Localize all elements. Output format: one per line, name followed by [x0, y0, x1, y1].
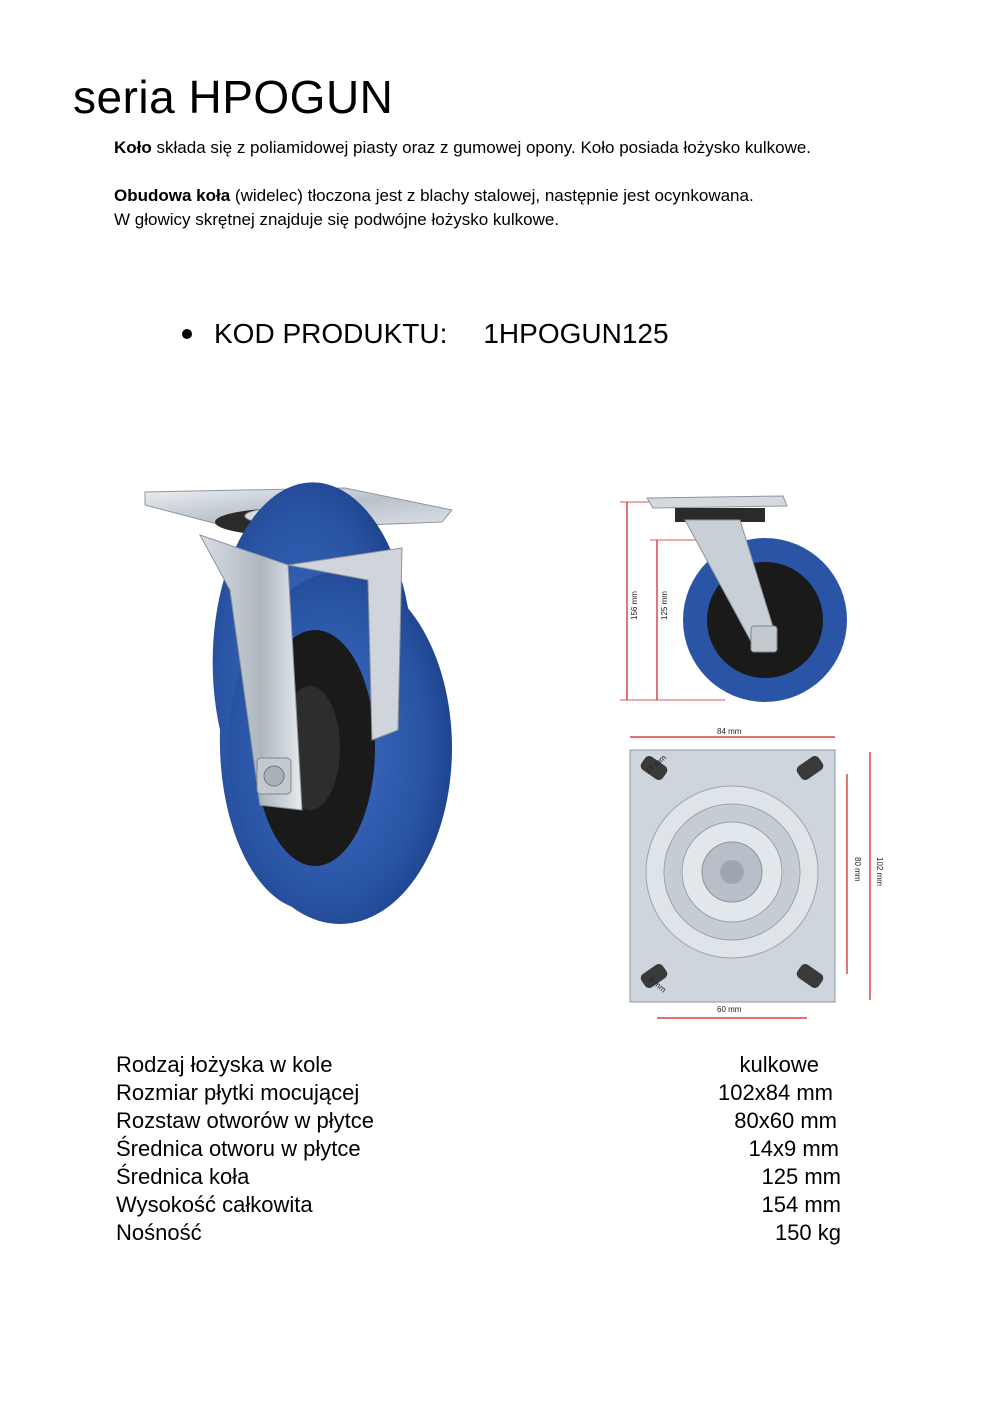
spec-value: 14x9 mm [748, 1136, 839, 1161]
spec-label: Wysokość całkowita [116, 1192, 313, 1217]
side-view-drawing [615, 490, 855, 705]
bullet-icon [182, 329, 192, 339]
spec-label: Rozstaw otworów w płytce [116, 1108, 374, 1133]
wheel-description-text: składa się z poliamidowej piasty oraz z gumowej opony. Koło posiada łożysko kulkowe. [151, 138, 812, 157]
plate-length-label: 102 mm [875, 857, 884, 886]
spec-row-load-capacity [116, 1220, 841, 1248]
total-height-label: 156 mm [630, 591, 639, 620]
spec-row-hole-diameter [116, 1136, 841, 1164]
hole-spacing-long-label: 80 mm [853, 857, 862, 882]
spec-value: 154 mm [761, 1192, 841, 1217]
spec-row-wheel-diameter [116, 1164, 841, 1192]
castor-photo [140, 480, 470, 950]
spec-row-hole-spacing [116, 1108, 841, 1136]
spec-value: 102x84 mm [718, 1080, 833, 1105]
wheel-description-bold: Koło [114, 138, 152, 157]
spec-label: Średnica koła [116, 1164, 250, 1189]
hole-long-label: 14 mm [643, 752, 669, 776]
plate-width-label: 84 mm [717, 727, 742, 736]
wheel-description [114, 136, 811, 160]
product-code-value: 1HPOGUN125 [483, 318, 669, 349]
hole-short-label: 9 mm [646, 974, 668, 995]
spec-label: Nośność [116, 1220, 202, 1245]
spec-label: Średnica otworu w płytce [116, 1136, 361, 1161]
spec-value: 80x60 mm [734, 1108, 837, 1133]
housing-description-text: (widelec) tłoczona jest z blachy stalowej, następnie jest ocynkowana. [230, 186, 754, 205]
page-title: seria HPOGUN [73, 71, 394, 123]
spec-row-total-height [116, 1192, 841, 1220]
spec-row-plate-size [116, 1080, 841, 1108]
swivel-head-description: W głowicy skrętnej znajduje się podwójne łożysko kulkowe. [114, 210, 560, 229]
spec-row-bearing-type [116, 1052, 841, 1080]
wheel-diameter-label: 125 mm [660, 591, 669, 620]
spec-value: 150 kg [774, 1220, 841, 1245]
product-code-row [182, 318, 669, 350]
housing-description-bold: Obudowa koła [114, 186, 231, 205]
mounting-plate-drawing [615, 722, 884, 1022]
hole-spacing-short-label: 60 mm [717, 1005, 742, 1014]
housing-description [114, 184, 754, 208]
spec-value: kulkowe [739, 1052, 819, 1077]
spec-label: Rozmiar płytki mocującej [116, 1080, 360, 1105]
spec-label: Rodzaj łożyska w kole [116, 1052, 333, 1077]
product-code-label: KOD PRODUKTU: [214, 318, 448, 349]
spec-value: 125 mm [761, 1164, 841, 1189]
